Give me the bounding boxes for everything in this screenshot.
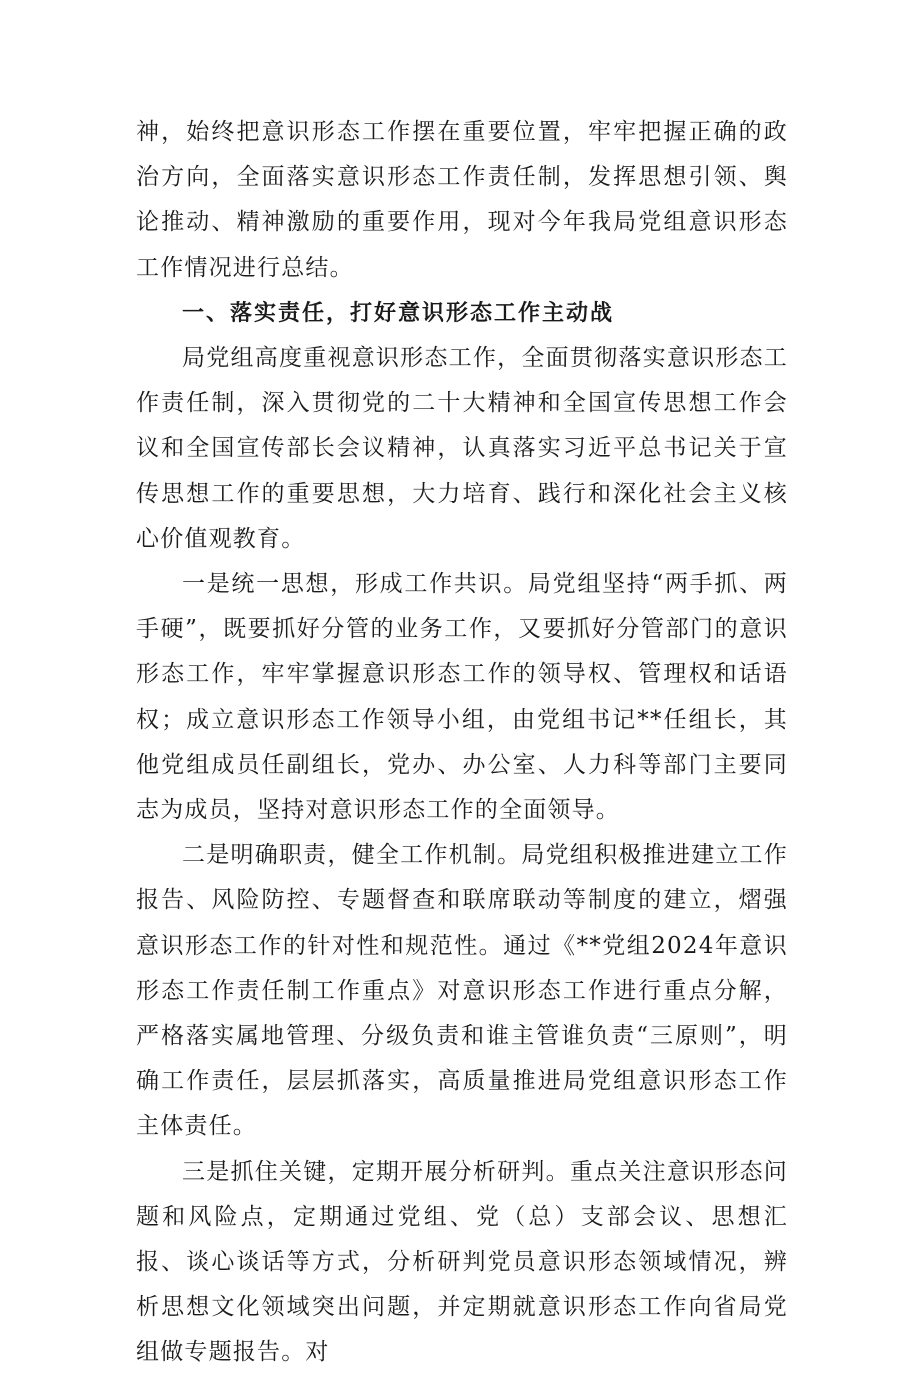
document-page bbox=[136, 110, 788, 1376]
paragraph-point-3: 三是抓住关键，定期开展分析研判。重点关注意识形态问题和风险点，定期通过党组、党（总）支部会议、思想汇报、谈心谈话等方式，分析研判党员意识形态领域情况，辨析思想文化领域突出问题，并定期就意识形态工作向省局党组做专题报告。对 bbox=[136, 1158, 788, 1366]
paragraph-point-1: 一是统一思想，形成工作共识。局党组坚持“两手抓、两手硬”，既要抓好分管的业务工作，又要抓好分管部门的意识形态工作，牢牢掌握意识形态工作的领导权、管理权和话语权；成立意识形态工作领导小组，由党组书记**任组长，其他党组成员任副组长，党办、办公室、人力科等部门主要同志为成员，坚持对意识形态工作的全面领导。 bbox=[136, 571, 788, 824]
paragraph-intro-continuation: 神，始终把意识形态工作摆在重要位置，牢牢把握正确的政治方向，全面落实意识形态工作责任制，发挥思想引领、舆论推动、精神激励的重要作用，现对今年我局党组意识形态工作情况进行总结。 bbox=[136, 119, 788, 281]
paragraph-section-1-overview: 局党组高度重视意识形态工作，全面贯彻落实意识形态工作责任制，深入贯彻党的二十大精神和全国宣传思想工作会议和全国宣传部长会议精神，认真落实习近平总书记关于宣传思想工作的重要思想，大力培育、践行和深化社会主义核心价值观教育。 bbox=[136, 345, 788, 552]
paragraph-point-2: 二是明确职责，健全工作机制。局党组积极推进建立工作报告、风险防控、专题督查和联席联动等制度的建立，熠强意识形态工作的针对性和规范性。通过《**党组2024年意识形态工作责任制工作重点》对意识形态工作进行重点分解，严格落实属地管理、分级负责和谁主管谁负责“三原则”，明确工作责任，层层抓落实，高质量推进局党组意识形态工作主体责任。 bbox=[136, 842, 788, 1140]
section-heading-1: 一、落实责任，打好意识形态工作主动战 bbox=[182, 300, 615, 326]
